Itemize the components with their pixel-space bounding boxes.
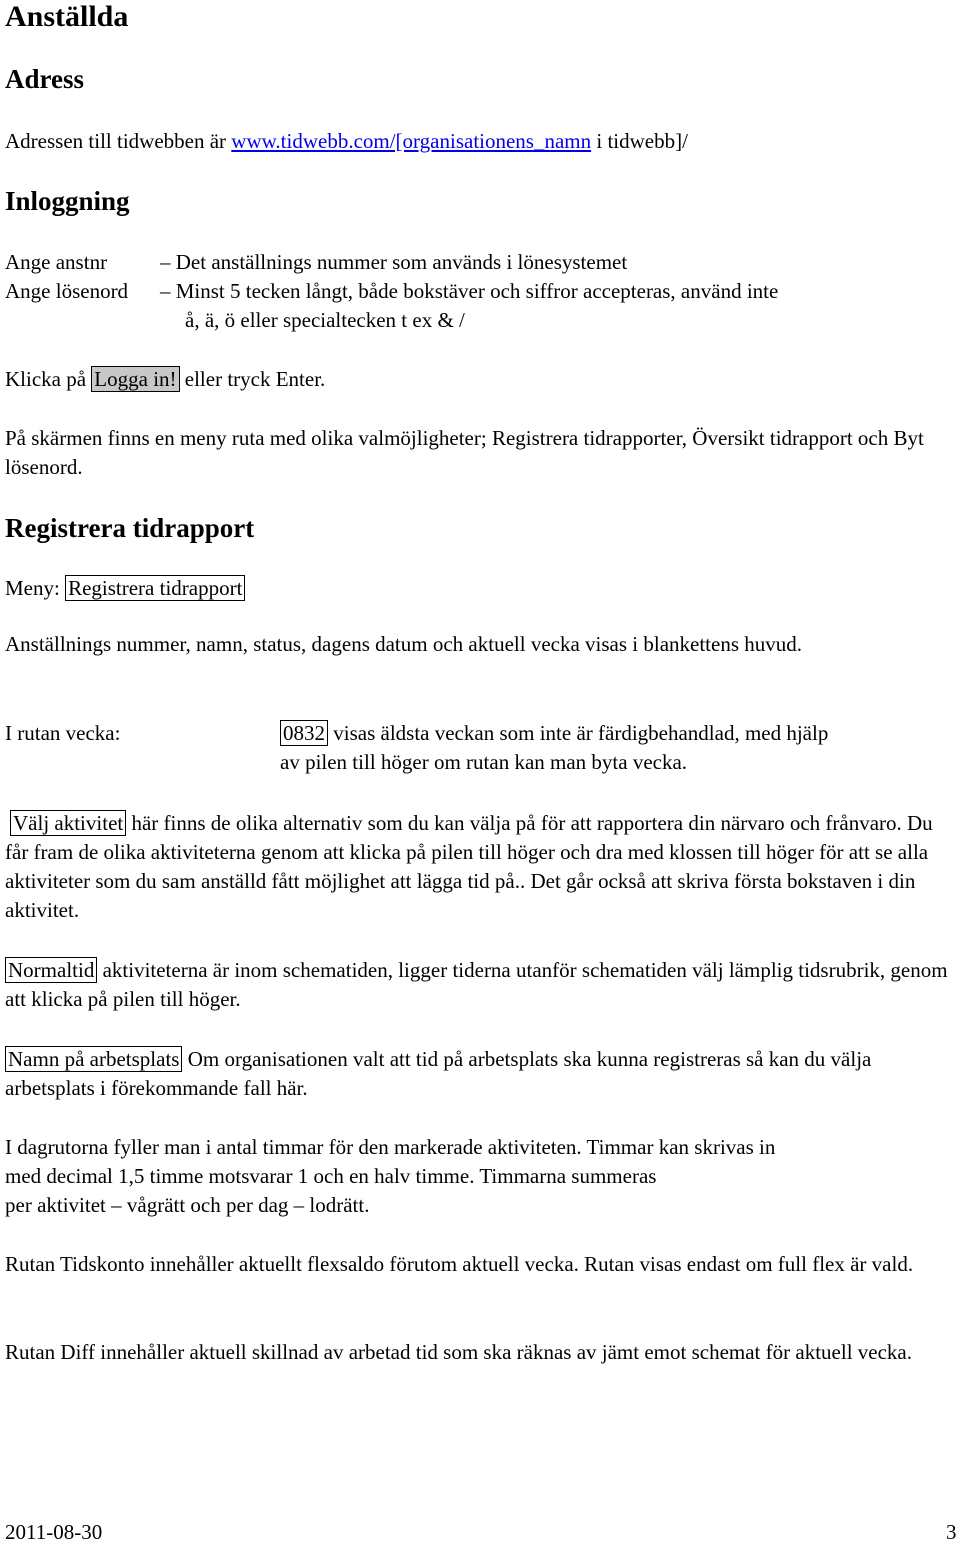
login-row-desc-2-cont: å, ä, ö eller specialtecken t ex & / bbox=[185, 308, 465, 332]
menu-description: På skärmen finns en meny ruta med olika valmöjligheter; Registrera tidrapporter, Översikt tidrapport och Byt lösenord. bbox=[5, 426, 924, 479]
aktivitet-paragraph bbox=[5, 809, 955, 925]
adress-text: Adressen till tidwebben är bbox=[5, 129, 232, 153]
normaltid-paragraph bbox=[5, 956, 955, 1014]
diff-paragraph: Rutan Diff innehåller aktuell skillnad av arbetad tid som ska räknas av jämt emot schemat för aktuell vecka. bbox=[5, 1340, 912, 1364]
arbetsplats-text: Om organisationen valt att tid på arbetsplats ska kunna registreras så kan du välja arbetsplats i förekommande fall här. bbox=[5, 1047, 872, 1100]
page-title: Anställda bbox=[5, 0, 129, 33]
login-row-desc-1: – Det anställnings nummer som används i lönesystemet bbox=[160, 250, 628, 274]
tidskonto-paragraph: Rutan Tidskonto innehåller aktuellt flexsaldo förutom aktuell vecka. Rutan visas endast om full flex är vald. bbox=[5, 1252, 914, 1276]
arbetsplats-box[interactable]: Namn på arbetsplats bbox=[5, 1046, 182, 1072]
footer-date: 2011-08-30 bbox=[5, 1520, 103, 1544]
aktivitet-text: här finns de olika alternativ som du kan välja på för att rapportera din närvaro och frånvaro. Du får fram de olika aktiviteterna genom att klicka på pilen till höger och dra med klossen till höger för att se alla aktiviteter som du sam anställd fått möjlighet att lägga tid på.. Det går också att skriva första bokstaven i din aktivitet. bbox=[5, 811, 933, 922]
login-row-label-1: Ange anstnr bbox=[5, 250, 108, 274]
header-info: Anställnings nummer, namn, status, dagens datum och aktuell vecka visas i blankettens huvud. bbox=[5, 632, 803, 656]
normaltid-text: aktiviteterna är inom schematiden, ligger tiderna utanför schematiden välj lämplig tidsrubrik, genom att klicka på pilen till höger. bbox=[5, 958, 948, 1011]
vecka-line-1 bbox=[280, 719, 828, 748]
dagrutor-line-1: I dagrutorna fyller man i antal timmar för den markerade aktiviteten. Timmar kan skrivas in bbox=[5, 1135, 776, 1159]
dagrutor-line-2: med decimal 1,5 timme motsvarar 1 och en halv timme. Timmarna summeras bbox=[5, 1164, 657, 1188]
footer-page-number: 3 bbox=[946, 1520, 957, 1544]
login-instruction-text: Klicka på bbox=[5, 367, 92, 391]
valj-aktivitet-box[interactable]: Välj aktivitet bbox=[10, 810, 126, 836]
vecka-box[interactable]: 0832 bbox=[280, 720, 328, 746]
login-row-desc-2: – Minst 5 tecken långt, både bokstäver och siffror accepteras, använd inte bbox=[160, 279, 779, 303]
vecka-label: I rutan vecka: bbox=[5, 721, 121, 745]
menu-label: Meny: bbox=[5, 576, 66, 600]
adress-line bbox=[5, 127, 688, 156]
arbetsplats-paragraph bbox=[5, 1045, 955, 1103]
vecka-text: visas äldsta veckan som inte är färdigbehandlad, med hjälp bbox=[328, 721, 829, 745]
login-row-label-2: Ange lösenord bbox=[5, 279, 129, 303]
heading-adress: Adress bbox=[5, 64, 85, 94]
normaltid-box[interactable]: Normaltid bbox=[5, 957, 97, 983]
adress-text-after: i tidwebb]/ bbox=[591, 129, 688, 153]
heading-inloggning: Inloggning bbox=[5, 186, 130, 216]
login-instruction bbox=[5, 365, 325, 394]
dagrutor-line-3: per aktivitet – vågrätt och per dag – lodrätt. bbox=[5, 1193, 370, 1217]
logga-in-button[interactable]: Logga in! bbox=[91, 366, 179, 392]
login-instruction-after: eller tryck Enter. bbox=[179, 367, 326, 391]
vecka-line-2: av pilen till höger om rutan kan man byta vecka. bbox=[280, 750, 688, 774]
registrera-menu-box[interactable]: Registrera tidrapport bbox=[65, 575, 245, 601]
menu-line bbox=[5, 574, 245, 603]
heading-registrera: Registrera tidrapport bbox=[5, 513, 255, 543]
tidwebb-link[interactable]: www.tidwebb.com/[organisationens_namn bbox=[231, 129, 592, 153]
